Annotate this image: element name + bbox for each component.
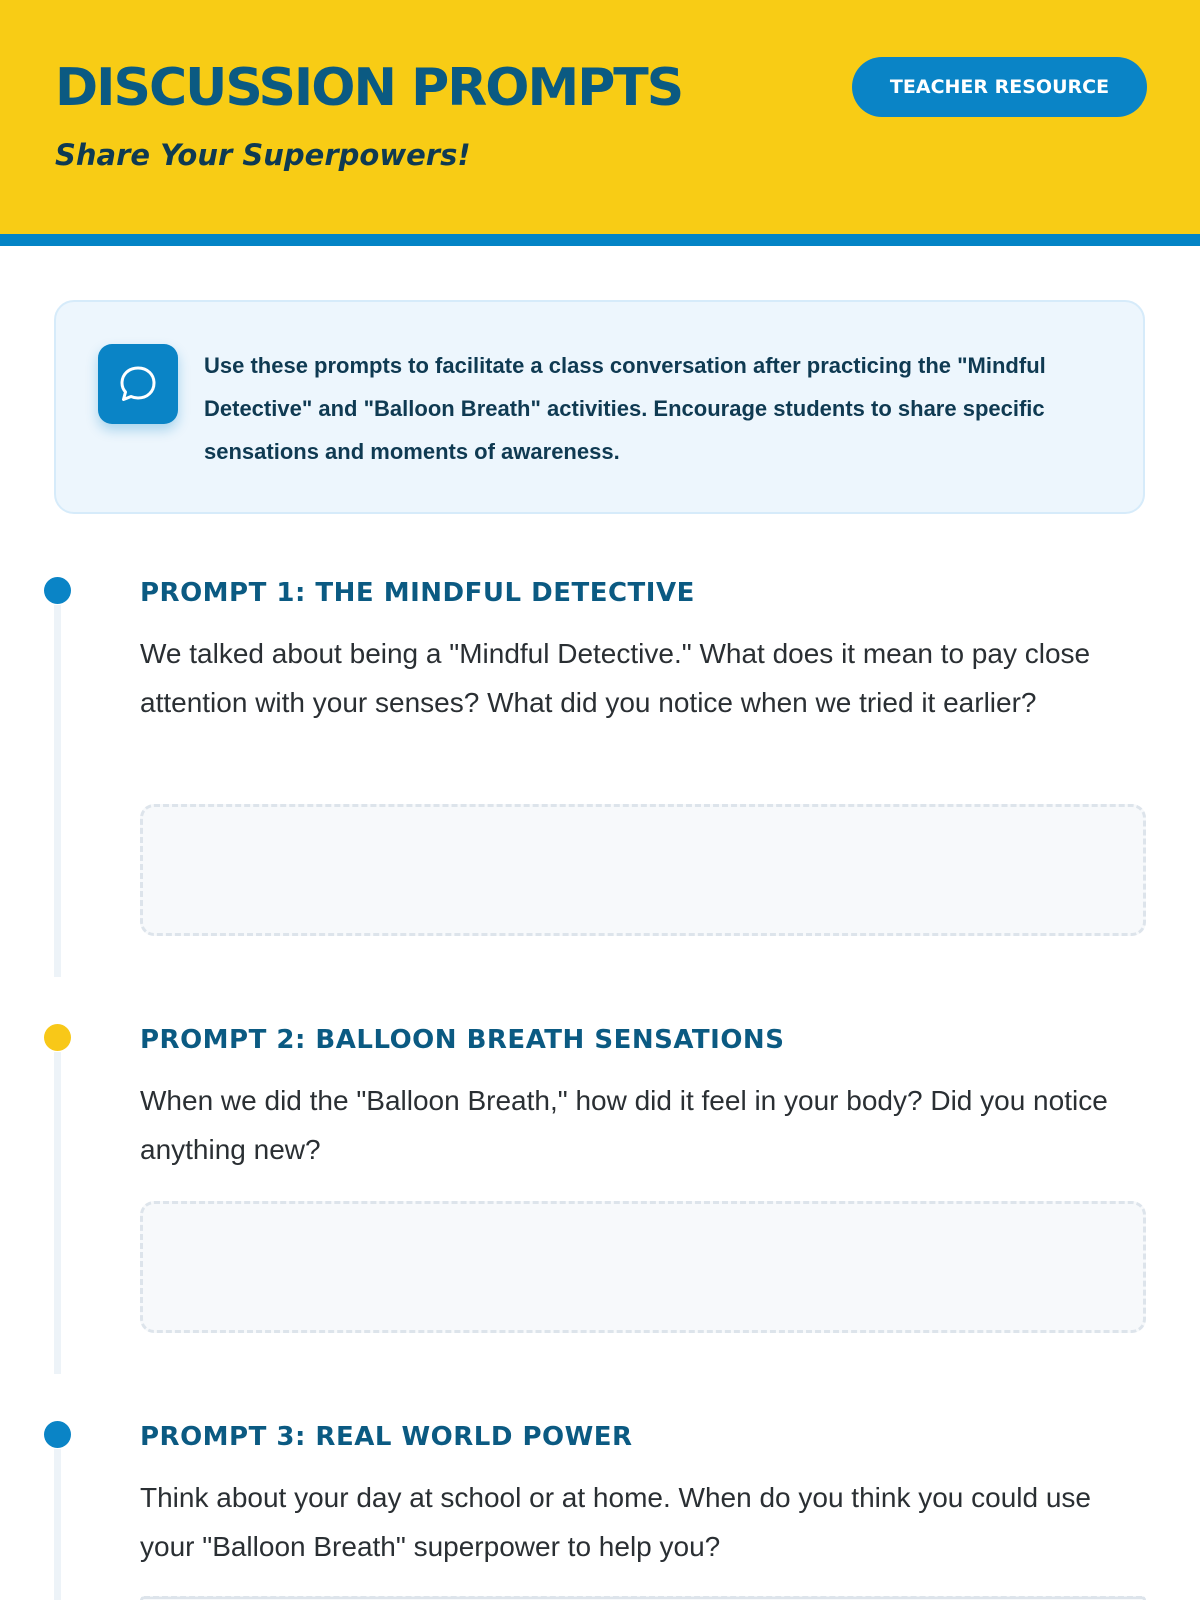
prompt-3-title: PROMPT 3: REAL WORLD POWER (140, 1422, 633, 1452)
page-title: DISCUSSION PROMPTS (55, 58, 683, 118)
header (0, 0, 1200, 246)
prompt-2-text: When we did the "Balloon Breath," how did it feel in your body? Did you notice anything new? (140, 1085, 1108, 1165)
prompt-3-answer-box[interactable] (140, 1596, 1146, 1600)
prompt-2-title: PROMPT 2: BALLOON BREATH SENSATIONS (140, 1025, 785, 1055)
timeline-dot (44, 1024, 71, 1051)
teacher-resource-badge[interactable]: TEACHER RESOURCE (852, 57, 1147, 117)
timeline-line (54, 1449, 61, 1600)
intro-callout (54, 300, 1145, 514)
prompt-1-title: PROMPT 1: THE MINDFUL DETECTIVE (140, 578, 695, 608)
timeline-dot (44, 577, 71, 604)
chat-bubble-icon (98, 344, 178, 424)
prompt-3-text: Think about your day at school or at home. When do you think you could use your "Balloon Breath" superpower to help you? (140, 1482, 1092, 1562)
timeline-line (54, 605, 61, 977)
prompt-1-answer-box[interactable] (140, 804, 1146, 936)
timeline-dot (44, 1421, 71, 1448)
prompt-2-answer-box[interactable] (140, 1201, 1146, 1333)
intro-text: Use these prompts to facilitate a class conversation after practicing the "Mindful Detective" and "Balloon Breath" activities. Encourage students to share specific sensations and moments of awareness. (204, 353, 1046, 464)
prompt-1-text: We talked about being a "Mindful Detective." What does it mean to pay close attention with your senses? What did you notice when we tried it earlier? (140, 638, 1091, 718)
page-subtitle: Share Your Superpowers! (55, 138, 471, 172)
timeline-line (54, 1052, 61, 1374)
